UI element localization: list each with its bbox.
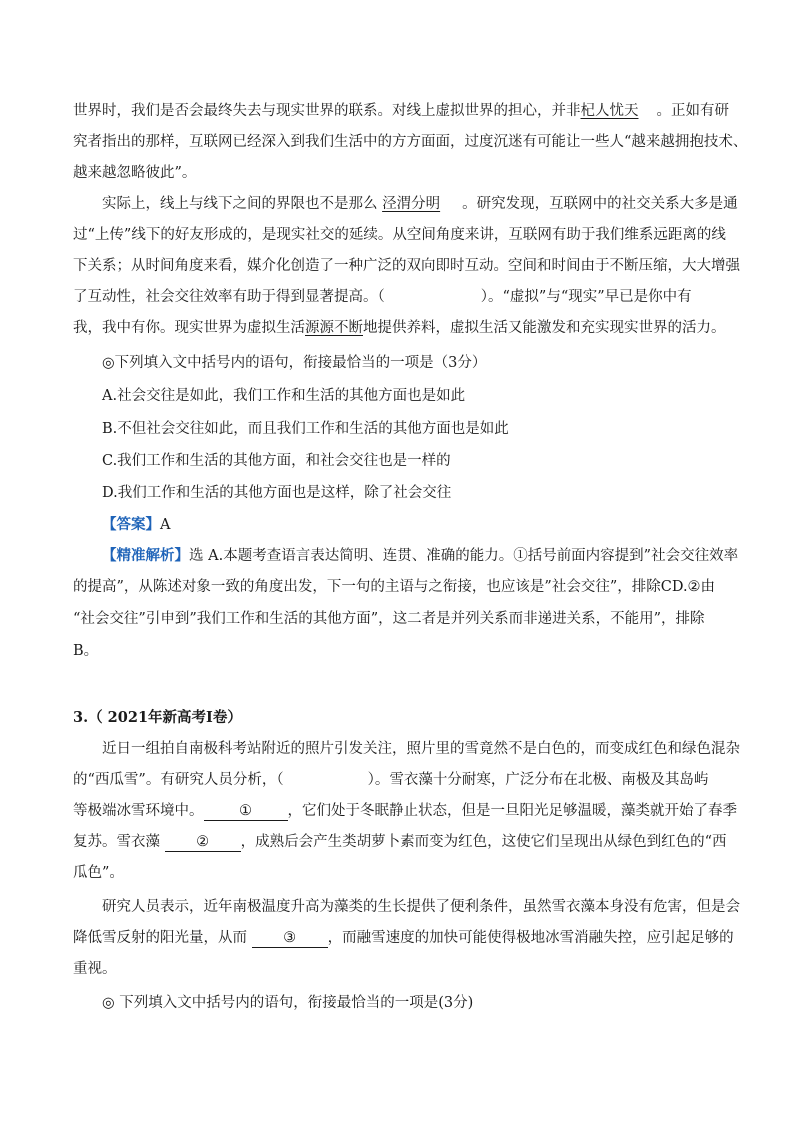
q3-p1-line1: 近日一组拍自南极科考站附近的照片引发关注，照片里的雪竟然不是白色的，而变成红色和绿色混杂 bbox=[102, 741, 740, 757]
para2-line2: 过“上传”线下的好友形成的，是现实社交的延续。从空间角度来讲，互联网有助于我们维系远距离的线 bbox=[73, 227, 726, 243]
q3-p1-line2: 的“西瓜雪”。有研究人员分析，（ ）。雪衣藻十分耐寒，广泛分布在北极、南极及其岛屿 bbox=[73, 772, 709, 788]
para2-line3: 下关系；从时间角度来看，媒介化创造了一种广泛的双向即时互动。空间和时间由于不断压缩，大大增强 bbox=[73, 258, 740, 274]
analysis-line1: 【精准解析】选 A.本题考查语言表达简明、连贯、准确的能力。①括号前面内容提到”社会交往效率 bbox=[102, 547, 739, 564]
option-a: A.社会交往是如此，我们工作和生活的其他方面也是如此 bbox=[102, 388, 466, 404]
q3-p2-line1: 研究人员表示，近年南极温度升高为藻类的生长提供了便利条件，虽然雪衣藻本身没有危害，但是会 bbox=[102, 899, 740, 915]
answer-value: A bbox=[160, 517, 171, 533]
q3-p2-line3: 重视。 bbox=[73, 961, 117, 977]
blank-1: ① bbox=[204, 802, 288, 821]
blank-2: ② bbox=[165, 833, 241, 852]
option-d: D.我们工作和生活的其他方面也是这样，除了社会交往 bbox=[102, 485, 452, 501]
underlined-idiom-3: 源源不断 bbox=[305, 320, 363, 336]
question3-prompt: ◎ 下列填入文中括号内的语句，衔接最恰当的一项是(3分) bbox=[102, 995, 474, 1011]
q3-p1-line5: 瓜色”。 bbox=[73, 865, 124, 881]
q3-p1-line4: 复苏。雪衣藻 ② ，成熟后会产生类胡萝卜素而变为红色，这使它们呈现出从绿色到红色的“西 bbox=[73, 834, 727, 850]
analysis-line4: B。 bbox=[73, 643, 99, 659]
para2-line4: 了互动性，社会交往效率有助于得到显著提高。（ ）。“虚拟”与“现实”早已是你中有 bbox=[73, 289, 692, 305]
answer-line bbox=[102, 509, 725, 541]
underlined-idiom-2: 泾渭分明 bbox=[382, 196, 441, 212]
q3-p1-line3: 等极端冰雪环境中。 ① ，它们处于冬眠静止状态，但是一旦阳光足够温暖，藻类就开始了春季 bbox=[73, 803, 737, 819]
option-b: B.不但社会交往如此，而且我们工作和生活的其他方面也是如此 bbox=[102, 421, 509, 437]
question3-header: 3.（ 2021年新高考Ⅰ卷） bbox=[73, 709, 242, 726]
para1-line2: 究者指出的那样，互联网已经深入到我们生活中的方方面面，过度沉迷有可能让一些人“越来越拥抱技术、 bbox=[73, 134, 748, 150]
para2-line1: 实际上，线上与线下之间的界限也不是那么 泾渭分明 。研究发现，互联网中的社交关系大多是通 bbox=[102, 196, 738, 212]
blank-3: ③ bbox=[252, 929, 328, 948]
analysis-line2: 的提高”，从陈述对象一致的角度出发，下一句的主语与之衔接，也应该是”社会交往”，排除CD.②由 bbox=[73, 579, 716, 595]
answer-label: 【答案】 bbox=[102, 516, 160, 533]
analysis-line3: “社会交往”引申到”我们工作和生活的其他方面”，这二者是并列关系而非递进关系，不能用”，排除 bbox=[73, 611, 705, 627]
analysis-label: 【精准解析】 bbox=[102, 547, 189, 564]
para1-line3: 越来越忽略彼此”。 bbox=[73, 165, 197, 181]
para1-line1: 世界时，我们是否会最终失去与现实世界的联系。对线上虚拟世界的担心，并非杞人忧天 。正如有研 bbox=[73, 103, 729, 119]
q3-p2-line2: 降低雪反射的阳光量，从而 ③ ，而融雪速度的加快可能使得极地冰雪消融失控，应引起足够的 bbox=[73, 930, 734, 946]
option-c: C.我们工作和生活的其他方面，和社会交往也是一样的 bbox=[102, 453, 451, 469]
question2-prompt: ◎下列填入文中括号内的语句，衔接最恰当的一项是（3分） bbox=[102, 355, 487, 371]
underlined-idiom-1: 杞人忧天 bbox=[580, 103, 639, 119]
para2-line5: 我，我中有你。现实世界为虚拟生活源源不断地提供养料，虚拟生活又能激发和充实现实世界的活力。 bbox=[73, 320, 726, 336]
